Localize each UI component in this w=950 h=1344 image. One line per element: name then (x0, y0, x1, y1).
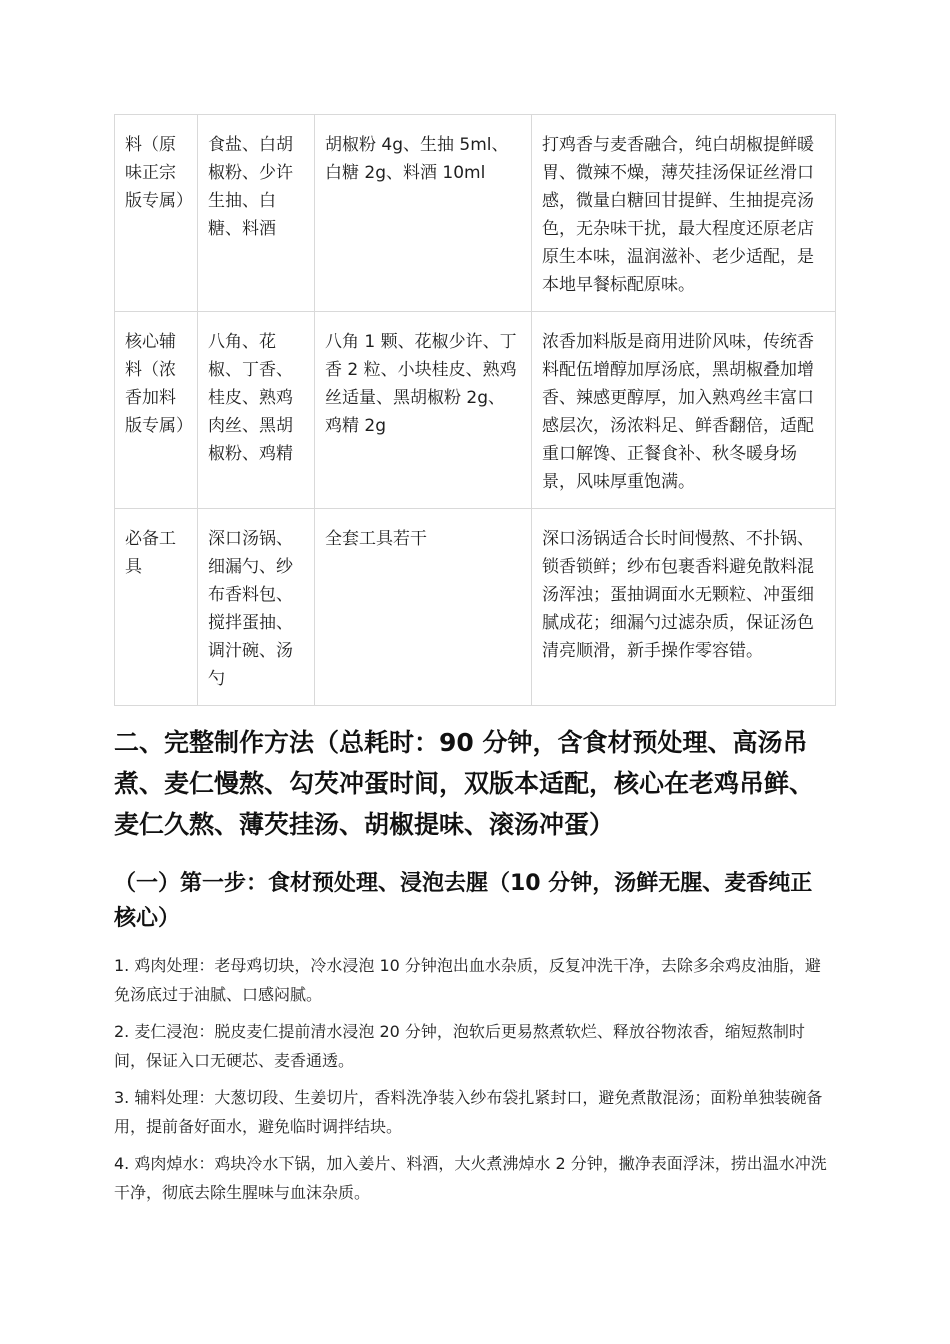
subsection-heading: （一）第一步：食材预处理、浸泡去腥（10 分钟，汤鲜无腥、麦香纯正核心） (114, 871, 813, 931)
steps-list (114, 951, 836, 1215)
row-amount-cell: 八角 1 颗、花椒少许、丁香 2 粒、小块桂皮、熟鸡丝适量、黑胡椒粉 2g、鸡精 2g (315, 312, 532, 509)
row-note-cell: 浓香加料版是商用进阶风味，传统香料配伍增醇加厚汤底，黑胡椒叠加增香、辣感更醇厚，加入熟鸡丝丰富口感层次，汤浓料足、鲜香翻倍，适配重口解馋、正餐食补、秋冬暖身场景，风味厚重饱满。 (532, 312, 836, 509)
row-name-cell: 必备工具 (115, 509, 198, 706)
row-items-cell: 八角、花椒、丁香、桂皮、熟鸡肉丝、黑胡椒粉、鸡精 (198, 312, 315, 509)
row-note-cell: 深口汤锅适合长时间慢熬、不扑锅、锁香锁鲜；纱布包裹香料避免散料混汤浑浊；蛋抽调面水无颗粒、冲蛋细腻成花；细漏勺过滤杂质，保证汤色清亮顺滑，新手操作零容错。 (532, 509, 836, 706)
row-note-cell: 打鸡香与麦香融合，纯白胡椒提鲜暖胃、微辣不燥，薄芡挂汤保证丝滑口感，微量白糖回甘提鲜、生抽提亮汤色，无杂味干扰，最大程度还原老店原生本味，温润滋补、老少适配，是本地早餐标配原味。 (532, 115, 836, 312)
step-item: 3. 辅料处理：大葱切段、生姜切片，香料洗净装入纱布袋扎紧封口，避免煮散混汤；面粉单独装碗备用，提前备好面水，避免临时调拌结块。 (114, 1088, 823, 1136)
row-amount-cell: 全套工具若干 (315, 509, 532, 706)
ingredients-table (114, 114, 836, 706)
section-heading: 二、完整制作方法（总耗时：90 分钟，含食材预处理、高汤吊煮、麦仁慢熬、勾芡冲蛋时间，双版本适配，核心在老鸡吊鲜、麦仁久熬、薄芡挂汤、胡椒提味、滚汤冲蛋） (114, 728, 815, 839)
row-items-cell: 食盐、白胡椒粉、少许生抽、白糖、料酒 (198, 115, 315, 312)
step-item: 4. 鸡肉焯水：鸡块冷水下锅，加入姜片、料酒，大火煮沸焯水 2 分钟，撇净表面浮沫，捞出温水冲洗干净，彻底去除生腥味与血沫杂质。 (114, 1154, 827, 1202)
table-row (115, 115, 836, 312)
step-item: 2. 麦仁浸泡：脱皮麦仁提前清水浸泡 20 分钟，泡软后更易熬煮软烂、释放谷物浓香，缩短熬制时间，保证入口无硬芯、麦香通透。 (114, 1022, 805, 1070)
table-row (115, 312, 836, 509)
row-items-cell: 深口汤锅、细漏勺、纱布香料包、搅拌蛋抽、调汁碗、汤勺 (198, 509, 315, 706)
row-name-cell: 料（原味正宗版专属） (115, 115, 198, 312)
row-amount-cell: 胡椒粉 4g、生抽 5ml、白糖 2g、料酒 10ml (315, 115, 532, 312)
table-row (115, 509, 836, 706)
row-name-cell: 核心辅料（浓香加料版专属） (115, 312, 198, 509)
step-item: 1. 鸡肉处理：老母鸡切块，冷水浸泡 10 分钟泡出血水杂质，反复冲洗干净，去除多余鸡皮油脂，避免汤底过于油腻、口感闷腻。 (114, 956, 821, 1004)
